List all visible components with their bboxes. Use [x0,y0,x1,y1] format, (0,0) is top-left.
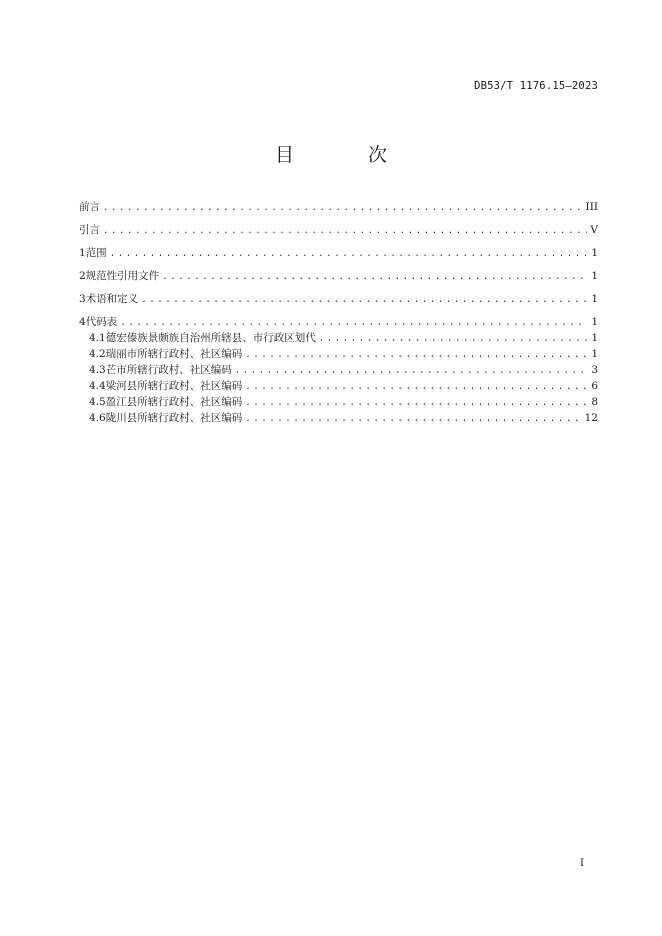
toc-entry-terms-definitions[interactable] [79,293,598,307]
toc-entry-title: 德宏傣族景颇族自治州所辖县、市行政区划代 [105,332,316,344]
toc-entry-page: 6 [591,380,598,392]
toc-entry-title: 盈江县所辖行政村、社区编码 [105,396,243,408]
toc-entry-number: 2 [79,270,86,282]
toc-entry-page: 12 [584,412,598,424]
toc-entry-page: 8 [591,396,598,408]
table-of-contents [79,201,598,428]
toc-entry-title: 代码表 [85,316,118,328]
toc-entry-number: 4.6 [89,412,106,424]
toc-entry-page: 1 [591,293,598,305]
toc-entry-number: 4.5 [89,396,106,408]
page-title: 目 次 [274,144,422,166]
toc-entry-title: 术语和定义 [85,293,139,305]
toc-entry-page: III [585,201,598,213]
toc-subentry-4-5[interactable] [79,396,598,410]
toc-leader-dots [245,349,587,362]
toc-entry-page: 1 [591,348,598,360]
toc-entry-scope[interactable] [79,247,598,261]
document-code: DB53/T 1176.15—2023 [474,80,598,92]
toc-leader-dots [245,397,587,410]
toc-entry-title: 规范性引用文件 [85,270,160,282]
toc-entry-title: 陇川县所辖行政村、社区编码 [105,412,243,424]
toc-subentry-4-4[interactable] [79,380,598,394]
toc-entry-number: 4 [79,316,86,328]
toc-leader-dots [319,333,587,346]
toc-subentry-4-6[interactable] [79,412,598,426]
toc-leader-dots [245,413,581,426]
toc-entry-number: 4.4 [89,380,106,392]
toc-leader-dots [103,202,583,215]
toc-entry-title: 梁河县所辖行政村、社区编码 [105,380,243,392]
toc-entry-number: 4.2 [89,348,106,360]
toc-entry-number: 1 [79,247,86,259]
toc-entry-title: 范围 [85,247,107,259]
toc-leader-dots [110,248,587,261]
toc-entry-code-tables[interactable] [79,316,598,330]
toc-entry-page: 3 [591,364,598,376]
toc-entry-title: 芒市所辖行政村、社区编码 [105,364,232,376]
toc-entry-page: 1 [591,332,598,344]
toc-entry-page: 1 [591,247,598,259]
toc-entry-title: 引言 [79,224,100,236]
toc-leader-dots [162,271,587,284]
toc-subentry-4-3[interactable] [79,364,598,378]
toc-entry-number: 3 [79,293,86,305]
toc-subentry-4-2[interactable] [79,348,598,362]
page-number: I [580,858,584,869]
toc-subentry-4-1[interactable] [79,332,598,346]
toc-leader-dots [120,317,587,330]
toc-entry-number: 4.3 [89,364,106,376]
toc-leader-dots [245,381,587,394]
toc-leader-dots [235,365,587,378]
toc-entry-page: 1 [591,270,598,282]
toc-entry-normative-references[interactable] [79,270,598,284]
toc-leader-dots [103,225,587,238]
toc-entry-title: 瑞丽市所辖行政村、社区编码 [105,348,243,360]
toc-entry-number: 4.1 [89,332,106,344]
toc-entry-foreword[interactable] [79,201,598,215]
toc-leader-dots [141,294,587,307]
toc-entry-introduction[interactable] [79,224,598,238]
toc-entry-page: 1 [591,316,598,328]
toc-entry-title: 前言 [79,201,100,213]
toc-entry-page: V [590,224,598,236]
